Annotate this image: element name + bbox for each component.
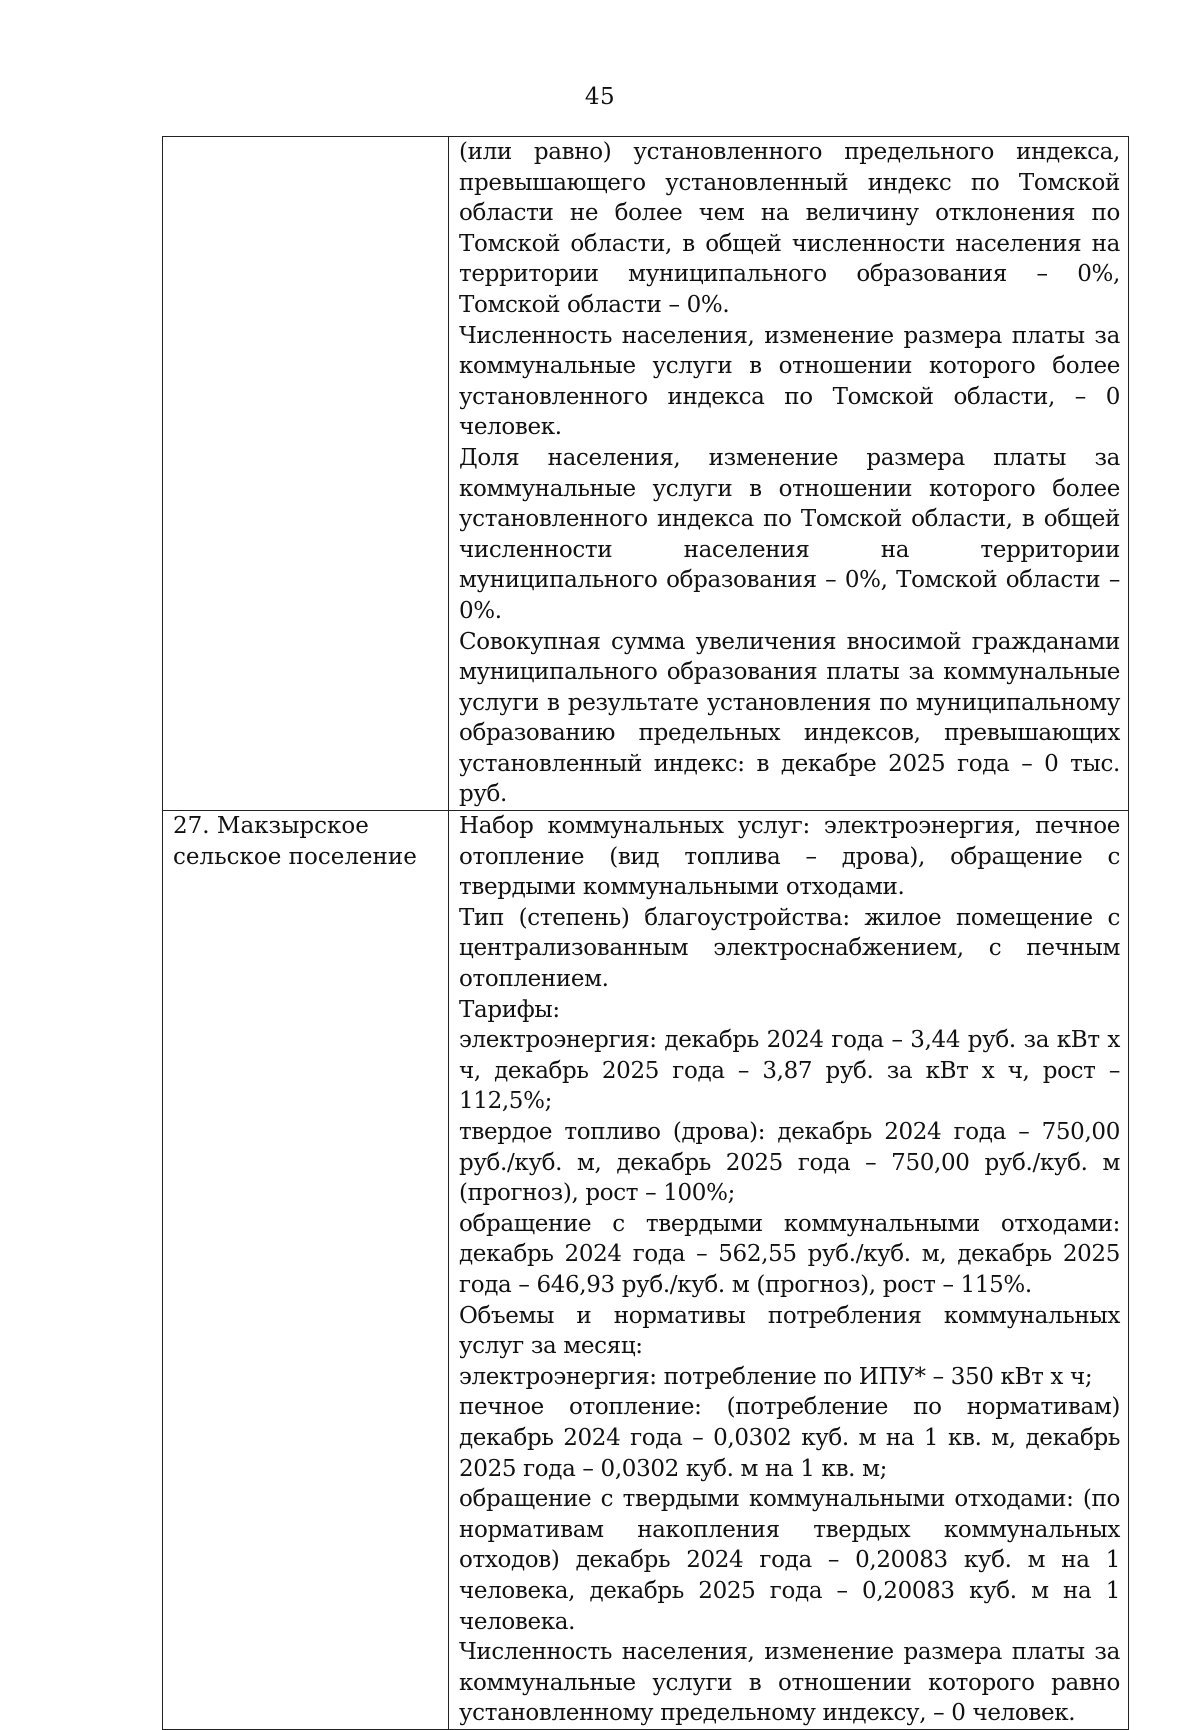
table-row [163, 811, 1129, 1730]
page-number: 45 [584, 84, 616, 110]
municipality-name-cell [163, 811, 449, 1730]
paragraph: Тарифы: [459, 996, 560, 1023]
paragraph: Численность населения, изменение размера платы за коммунальные услуги в отношении которого равно установленному предельному индексу, – 0 человек. [459, 1639, 1120, 1727]
paragraph: печное отопление: (потребление по нормативам) декабрь 2024 года – 0,0302 куб. м на 1 кв. м, декабрь 2025 года – 0,0302 куб. м на 1 кв. м; [459, 1394, 1120, 1482]
table-row [163, 137, 1129, 811]
paragraph: обращение с твердыми коммунальными отходами: декабрь 2024 года – 562,55 руб./куб. м, декабрь 2025 года – 646,93 руб./куб. м (прогноз), рост – 115%. [459, 1210, 1120, 1298]
paragraph: (или равно) установленного предельного индекса, превышающего установленный индекс по Томской области не более чем на величину отклонения по Томской области, в общей численности населения на территории муниципального образования – 0%, Томской области – 0%. [459, 139, 1120, 318]
municipality-name: 27. Макзырское сельское поселение [173, 813, 417, 870]
municipal-utility-table [162, 136, 1129, 1730]
paragraph: электроэнергия: декабрь 2024 года – 3,44 руб. за кВт х ч, декабрь 2025 года – 3,87 руб. за кВт х ч, рост – 112,5%; [459, 1027, 1120, 1115]
description-cell [449, 811, 1129, 1730]
paragraph: твердое топливо (дрова): декабрь 2024 года – 750,00 руб./куб. м, декабрь 2025 года – 750,00 руб./куб. м (прогноз), рост – 100%; [459, 1119, 1120, 1207]
paragraph: Совокупная сумма увеличения вносимой гражданами муниципального образования платы за коммунальные услуги в результате установления по муниципальному образованию предельных индексов, превышающих установленный индекс: в декабре 2025 года – 0 тыс. руб. [459, 628, 1120, 808]
paragraph: электроэнергия: потребление по ИПУ* – 350 кВт х ч; [459, 1363, 1093, 1390]
paragraph: Тип (степень) благоустройства: жилое помещение с централизованным электроснабжением, с печным отоплением. [459, 904, 1120, 993]
description-cell [449, 137, 1129, 811]
paragraph: Численность населения, изменение размера платы за коммунальные услуги в отношении которого более установленного индекса по Томской области, – 0 человек. [459, 322, 1120, 441]
paragraph: обращение с твердыми коммунальными отходами: (по нормативам накопления твердых коммунальных отходов) декабрь 2024 года – 0,20083 куб. м на 1 человека, декабрь 2025 года – 0,20083 куб. м на 1 человека. [459, 1486, 1120, 1635]
municipality-name-cell [163, 137, 449, 811]
paragraph: Набор коммунальных услуг: электроэнергия, печное отопление (вид топлива – дрова), обращение с твердыми коммунальными отходами. [459, 813, 1120, 901]
paragraph: Объемы и нормативы потребления коммунальных услуг за месяц: [459, 1302, 1120, 1360]
paragraph: Доля населения, изменение размера платы за коммунальные услуги в отношении которого более установленного индекса по Томской области, в общей численности населения на территории муниципального образования – 0%, Томской области – 0%. [459, 444, 1120, 624]
